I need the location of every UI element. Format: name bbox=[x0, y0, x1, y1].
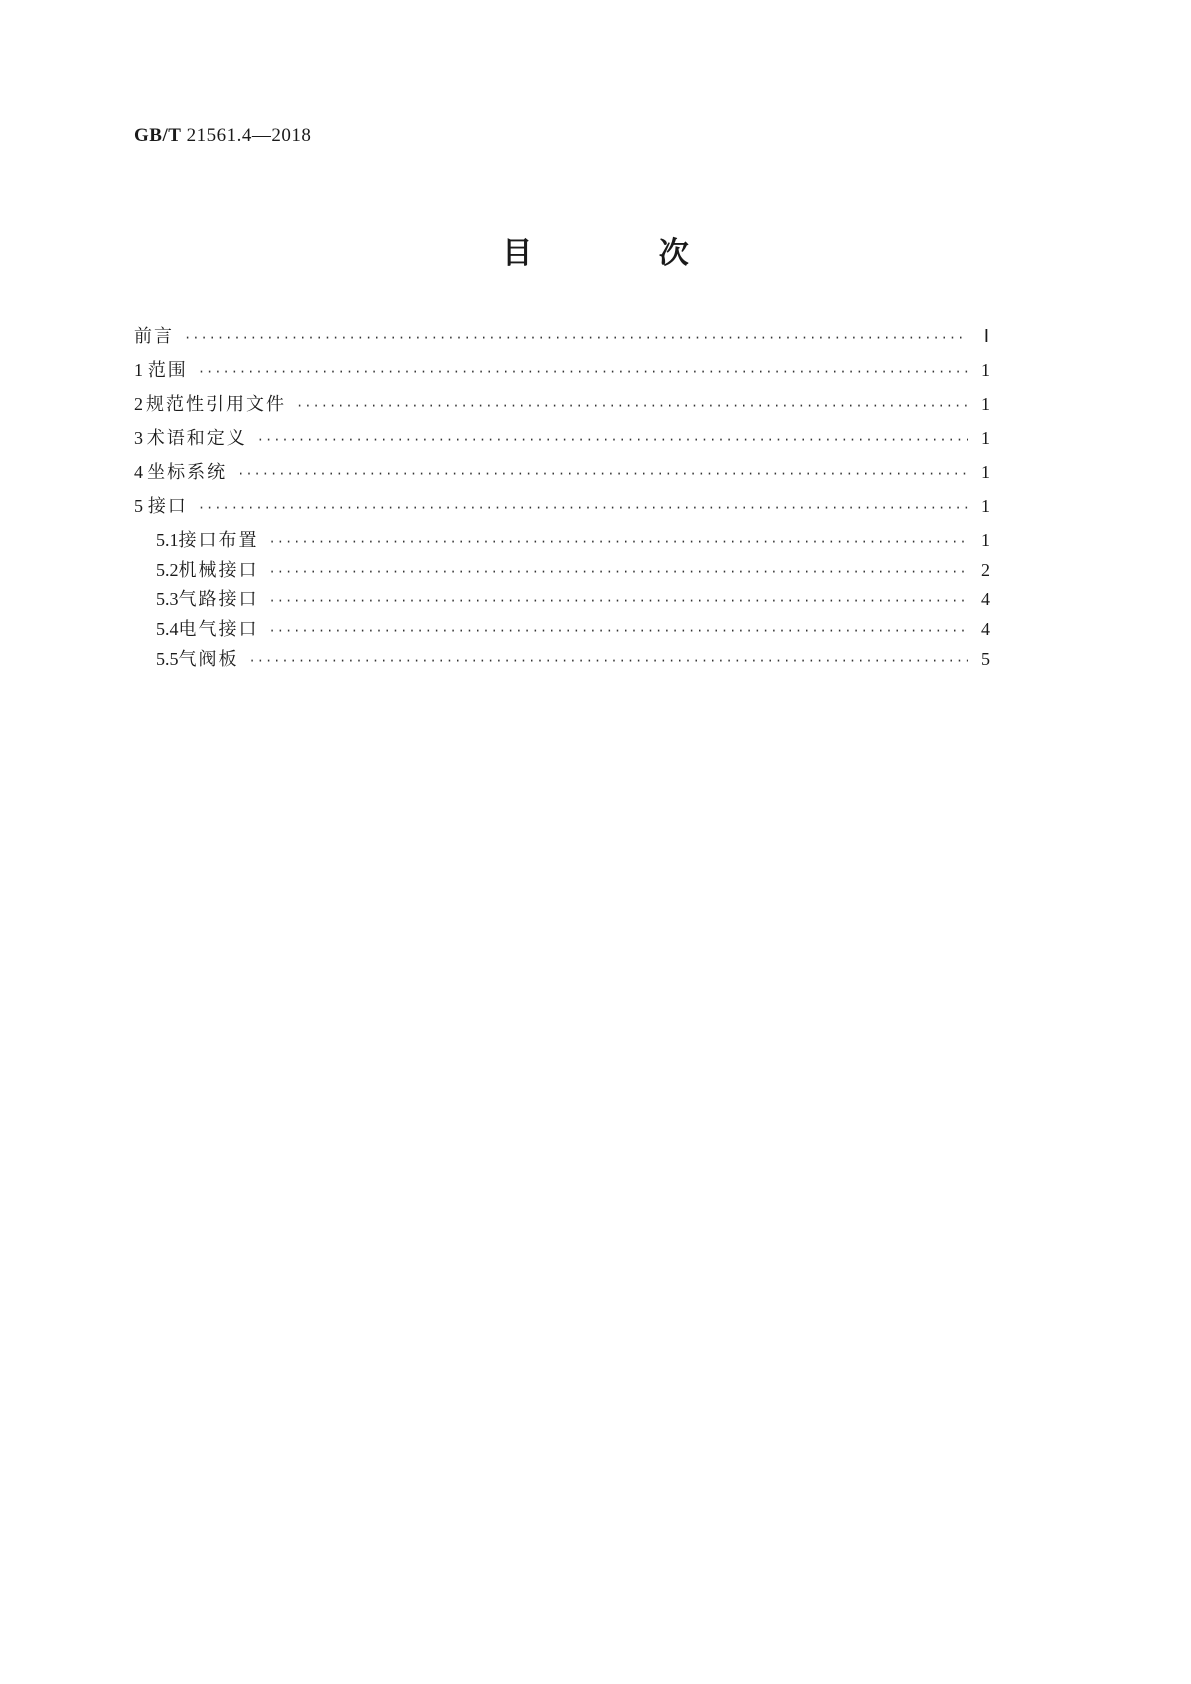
toc-dot-leader bbox=[257, 428, 968, 452]
page-title: 目 次 bbox=[502, 236, 747, 271]
toc-entry-label: 机械接口 bbox=[178, 560, 259, 581]
toc-dot-leader bbox=[198, 360, 968, 384]
standard-code bbox=[134, 125, 311, 147]
toc-entry-number: 5.4 bbox=[156, 619, 179, 639]
toc-entry-4[interactable] bbox=[134, 460, 990, 484]
standard-prefix: GB/T bbox=[134, 125, 182, 146]
toc-entry-label: 范围 bbox=[147, 360, 188, 381]
toc-entry-label: 气阀板 bbox=[178, 649, 239, 670]
toc-entry-label: 气路接口 bbox=[178, 589, 259, 610]
toc-entry-label: 规范性引用文件 bbox=[146, 394, 287, 415]
toc-entry-5[interactable] bbox=[134, 494, 990, 518]
toc-entry-5-3[interactable] bbox=[156, 587, 990, 611]
toc-entry-number: 5.1 bbox=[156, 530, 179, 550]
toc-entry-preface[interactable] bbox=[134, 324, 989, 348]
toc-entry-page: 1 bbox=[981, 360, 990, 380]
standard-number: 21561.4—2018 bbox=[186, 125, 312, 146]
toc-entry-1[interactable] bbox=[134, 358, 990, 382]
toc-entry-number: 1 bbox=[134, 360, 143, 380]
toc-dot-leader bbox=[184, 326, 967, 350]
toc-entry-label: 电气接口 bbox=[178, 619, 259, 640]
toc-entry-label: 坐标系统 bbox=[147, 462, 228, 483]
toc-entry-number: 3 bbox=[134, 428, 143, 448]
toc-entry-page: 1 bbox=[981, 530, 990, 550]
toc-dot-leader bbox=[269, 560, 969, 584]
toc-entry-page: Ⅰ bbox=[983, 326, 989, 346]
toc-entry-page: 4 bbox=[981, 589, 990, 609]
toc-dot-leader bbox=[296, 394, 968, 418]
toc-entry-number: 4 bbox=[134, 462, 143, 482]
toc-entry-label: 接口布置 bbox=[178, 530, 259, 551]
toc-entry-page: 1 bbox=[981, 496, 990, 516]
toc-dot-leader bbox=[269, 530, 969, 554]
toc-entry-number: 2 bbox=[134, 394, 143, 414]
toc-entry-2[interactable] bbox=[134, 392, 990, 416]
toc-entry-page: 1 bbox=[981, 462, 990, 482]
toc-dot-leader bbox=[237, 462, 968, 486]
toc-entry-page: 2 bbox=[981, 560, 990, 580]
toc-entry-page: 5 bbox=[981, 649, 990, 669]
toc-entry-5-1[interactable] bbox=[156, 528, 990, 552]
toc-entry-label: 术语和定义 bbox=[146, 428, 247, 449]
toc-entry-page: 4 bbox=[981, 619, 990, 639]
toc-entry-label: 前言 bbox=[134, 326, 174, 347]
toc-entry-page: 1 bbox=[981, 394, 990, 414]
toc-entry-5-5[interactable] bbox=[156, 647, 990, 671]
toc-entry-label: 接口 bbox=[147, 496, 188, 517]
toc-entry-number: 5.3 bbox=[156, 589, 179, 609]
toc-dot-leader bbox=[198, 496, 968, 520]
toc-dot-leader bbox=[269, 619, 969, 643]
toc-entry-3[interactable] bbox=[134, 426, 990, 450]
toc-entry-page: 1 bbox=[981, 428, 990, 448]
toc-entry-5-2[interactable] bbox=[156, 558, 990, 582]
toc-entry-number: 5.5 bbox=[156, 649, 179, 669]
toc-entry-5-4[interactable] bbox=[156, 617, 990, 641]
toc-entry-number: 5 bbox=[134, 496, 143, 516]
toc-entry-number: 5.2 bbox=[156, 560, 179, 580]
toc-dot-leader bbox=[249, 649, 969, 673]
toc-dot-leader bbox=[269, 589, 969, 613]
